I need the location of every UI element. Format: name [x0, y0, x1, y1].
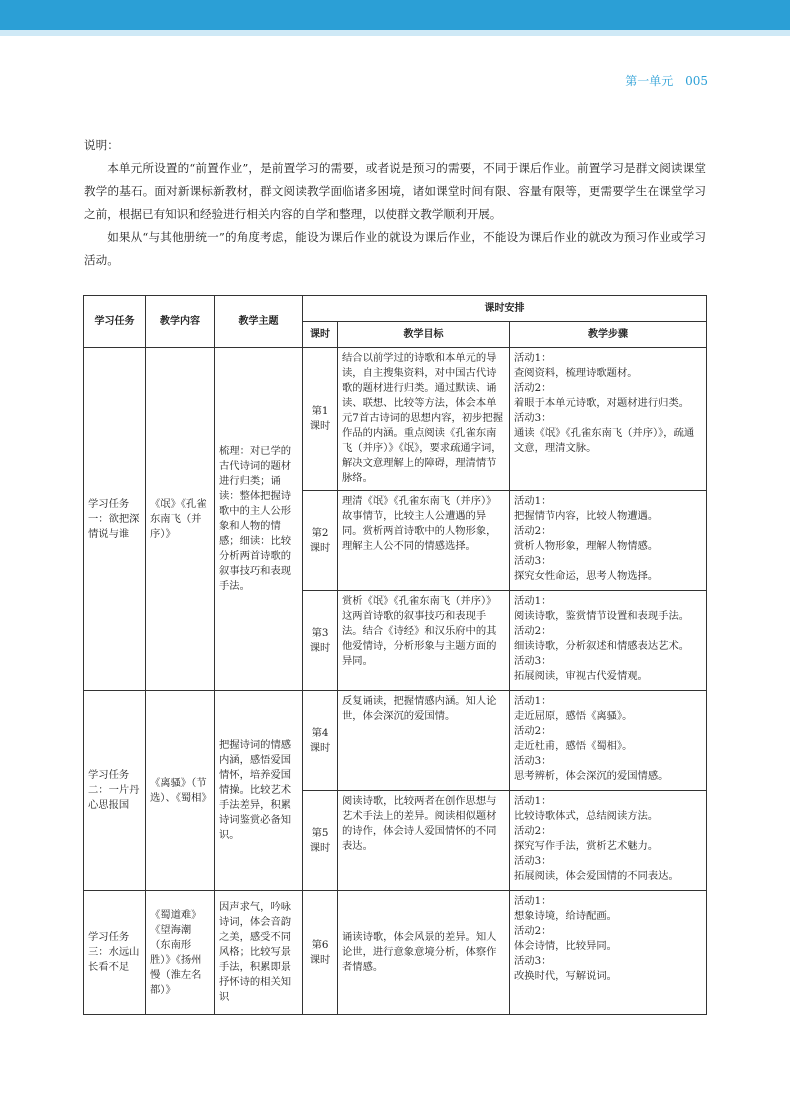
step-line: 阅读诗歌，鉴赏情节设置和表现手法。 [514, 610, 690, 622]
step-line: 活动3： [514, 955, 552, 967]
lesson-cell: 第5课时 [303, 791, 338, 891]
lesson-cell: 第3课时 [303, 591, 338, 691]
step-line: 活动1： [514, 495, 552, 507]
header-task: 学习任务 [84, 296, 146, 348]
task-cell: 学习任务一：欲把深情说与谁 [84, 348, 146, 691]
step-line: 细读诗歌，分析叙述和情感表达艺术。 [514, 640, 690, 652]
theme-cell: 把握诗词的情感内涵，感悟爱国情怀，培养爱国情操。比较艺术手法差异，积累诗词鉴赏必备知识。 [215, 691, 303, 891]
step-line: 活动2： [514, 925, 552, 937]
header-content: 教学内容 [146, 296, 215, 348]
goal-cell: 阅读诗歌，比较两者在创作思想与艺术手法上的差异。阅读相似题材的诗作，体会诗人爱国情怀的不同表达。 [338, 791, 510, 891]
goal-cell: 理清《氓》《孔雀东南飞（并序）》故事情节，比较主人公遭遇的异同。赏析两首诗歌中的人物形象，理解主人公不同的情感选择。 [338, 491, 510, 591]
notes-paragraph-1: 本单元所设置的“前置作业”，是前置学习的需要，或者说是预习的需要，不同于课后作业。前置学习是群文阅读课堂教学的基石。面对新课标新教材，群文阅读教学面临诸多困境，诸如课堂时间有限、容量有限等，更需要学生在课堂学习之前，根据已有知识和经验进行相关内容的自学和整理，以使群文教学顺利开展。 [84, 161, 706, 221]
step-line: 活动3： [514, 555, 552, 567]
theme-cell: 梳理：对已学的古代诗词的题材进行归类；诵读：整体把握诗歌中的主人公形象和人物的情感；细读：比较分析两首诗歌的叙事技巧和表现手法。 [215, 348, 303, 691]
step-line: 活动3： [514, 655, 552, 667]
content-cell: 《氓》《孔雀东南飞（并序）》 [146, 348, 215, 691]
running-header [617, 72, 708, 89]
step-line: 探究写作手法，赏析艺术魅力。 [514, 840, 659, 852]
steps-cell [510, 491, 707, 591]
lesson-cell: 第2课时 [303, 491, 338, 591]
task-cell: 学习任务三：水远山长看不足 [84, 891, 146, 1015]
step-line: 活动2： [514, 382, 552, 394]
step-line: 活动3： [514, 412, 552, 424]
header-steps: 教学步骤 [510, 322, 707, 348]
steps-cell [510, 691, 707, 791]
lesson-plan-table [83, 295, 707, 1015]
steps-cell [510, 348, 707, 491]
goal-cell: 结合以前学过的诗歌和本单元的导读，自主搜集资料，对中国古代诗歌的题材进行归类。通过默读、诵读、联想、比较等方法，体会本单元7首古诗词的思想内容，初步把握作品的内涵。重点阅读《孔雀东南飞（并序）》《氓》，要求疏通字词，解决文意理解上的障碍，理清情节脉络。 [338, 348, 510, 491]
header-lesson: 课时 [303, 322, 338, 348]
goal-cell: 诵读诗歌，体会风景的差异。知人论世，进行意象意境分析，体察作者情感。 [338, 891, 510, 1015]
table-row [84, 348, 707, 491]
step-line: 想象诗境，给诗配画。 [514, 910, 617, 922]
step-line: 探究女性命运，思考人物选择。 [514, 570, 659, 582]
step-line: 活动2： [514, 525, 552, 537]
step-line: 活动1： [514, 595, 552, 607]
lesson-cell: 第6课时 [303, 891, 338, 1015]
page-number: 005 [685, 74, 708, 88]
step-line: 着眼于本单元诗歌，对题材进行归类。 [514, 397, 690, 409]
notes-section [84, 134, 706, 272]
notes-label: 说明： [84, 138, 119, 152]
step-line: 赏析人物形象，理解人物情感。 [514, 540, 659, 552]
step-line: 活动1： [514, 895, 552, 907]
step-line: 拓展阅读，审视古代爱情观。 [514, 670, 648, 682]
step-line: 走近屈原，感悟《离骚》。 [514, 710, 633, 722]
steps-cell [510, 591, 707, 691]
table-row [84, 891, 707, 1015]
step-line: 活动3： [514, 755, 552, 767]
header-goal: 教学目标 [338, 322, 510, 348]
notes-paragraph-2: 如果从“与其他册统一”的角度考虑，能设为课后作业的就设为课后作业，不能设为课后作业的就改为预习作业或学习活动。 [84, 230, 706, 267]
step-line: 活动2： [514, 625, 552, 637]
content-cell: 《离骚》（节选）、《蜀相》 [146, 691, 215, 891]
header-band-light [0, 30, 790, 36]
step-line: 通读《氓》《孔雀东南飞（并序）》，疏通文意，理清文脉。 [514, 427, 695, 454]
task-cell: 学习任务二：一片丹心思报国 [84, 691, 146, 891]
step-line: 走近杜甫，感悟《蜀相》。 [514, 740, 633, 752]
header-band [0, 0, 790, 30]
table-row [84, 691, 707, 791]
step-line: 活动2： [514, 725, 552, 737]
goal-cell: 赏析《氓》《孔雀东南飞（并序）》这两首诗歌的叙事技巧和表现手法。结合《诗经》和汉乐府中的其他爱情诗，分析形象与主题方面的异同。 [338, 591, 510, 691]
table-header-row [84, 296, 707, 322]
step-line: 拓展阅读，体会爱国情的不同表达。 [514, 870, 679, 882]
header-schedule: 课时安排 [303, 296, 707, 322]
header-theme: 教学主题 [215, 296, 303, 348]
step-line: 把握情节内容，比较人物遭遇。 [514, 510, 659, 522]
lesson-cell: 第1课时 [303, 348, 338, 491]
step-line: 活动3： [514, 855, 552, 867]
steps-cell [510, 891, 707, 1015]
goal-cell: 反复诵读，把握情感内涵。知人论世，体会深沉的爱国情。 [338, 691, 510, 791]
step-line: 活动1： [514, 695, 552, 707]
step-line: 思考辨析，体会深沉的爱国情感。 [514, 770, 669, 782]
step-line: 活动1： [514, 352, 552, 364]
step-line: 活动2： [514, 825, 552, 837]
lesson-cell: 第4课时 [303, 691, 338, 791]
theme-cell: 因声求气，吟咏诗词，体会音韵之美，感受不同风格；比较写景手法，积累即景抒怀诗的相关知识 [215, 891, 303, 1015]
step-line: 改换时代，写解说词。 [514, 970, 617, 982]
steps-cell [510, 791, 707, 891]
step-line: 查阅资料，梳理诗歌题材。 [514, 367, 638, 379]
step-line: 活动1： [514, 795, 552, 807]
content-cell: 《蜀道难》《望海潮（东南形胜）》《扬州慢（淮左名都）》 [146, 891, 215, 1015]
step-line: 体会诗情，比较异同。 [514, 940, 617, 952]
unit-title: 第一单元 [625, 74, 674, 88]
step-line: 比较诗歌体式，总结阅读方法。 [514, 810, 659, 822]
